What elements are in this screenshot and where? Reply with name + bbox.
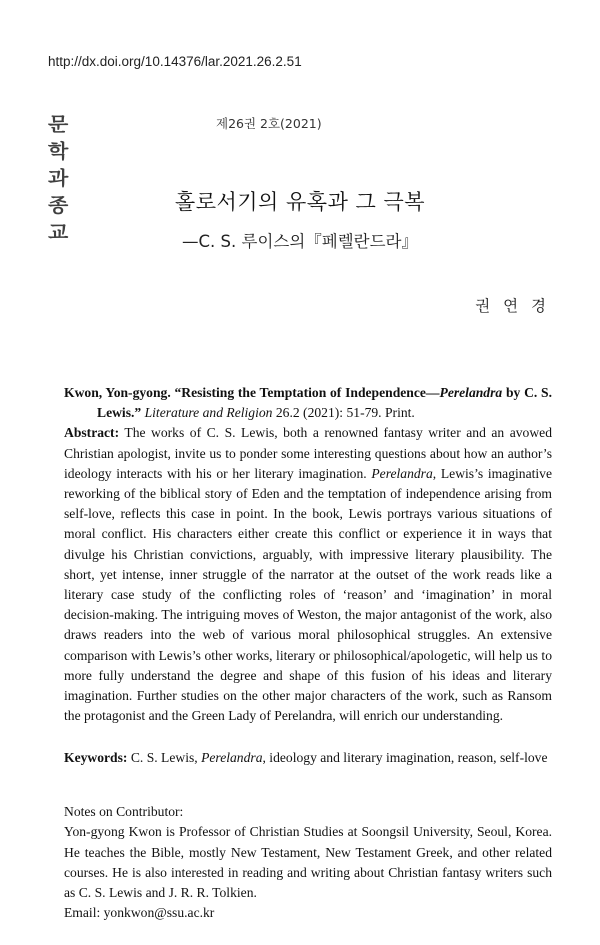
- contributor-notes: [64, 802, 552, 924]
- citation-details: 26.2 (2021): 51-79. Print.: [272, 405, 415, 421]
- author-name: 권 연 경: [475, 297, 550, 315]
- keywords-label: Keywords:: [64, 750, 128, 765]
- abstract-text-1: The works of C. S. Lewis, both a renowned fantasy writer and an avowed Christian apologist, invite us to ponder some interesting questions about how an author’s ideology interacts with his or her literary imagination.: [64, 425, 552, 481]
- article-subtitle: —C. S. 루이스의『페렐란드라』: [182, 232, 418, 251]
- article-title: 홀로서기의 유혹과 그 극복: [174, 190, 426, 214]
- notes-email[interactable]: Email: yonkwon@ssu.ac.kr: [64, 905, 215, 921]
- keywords-text-1: C. S. Lewis,: [127, 750, 202, 765]
- issue-info: 제26권 2호(2021): [216, 116, 322, 131]
- abstract-italic-1: Perelandra: [371, 465, 433, 481]
- citation-authors-title: Kwon, Yon-gyong. “Resisting the Temptation of Independence: [64, 385, 426, 400]
- keywords-text-2: , ideology and literary imagination, reason, self-love: [262, 750, 548, 765]
- citation-journal: Literature and Religion: [144, 405, 273, 421]
- notes-body: Yon-gyong Kwon is Professor of Christian Studies at Soongsil University, Seoul, Korea. He teaches the Bible, mostly New Testament, New Testament Greek, and other related courses. He is also interested in reading and writing about Christian fantasy writers such as C. S. Lewis and J. R. R. Tolkien.: [64, 824, 552, 901]
- citation-work-title: Perelandra: [439, 385, 503, 400]
- abstract-body: [64, 423, 552, 726]
- journal-logo: 문학과 종교: [48, 113, 73, 244]
- citation: [64, 383, 552, 423]
- keywords: [64, 748, 564, 768]
- abstract-section: [64, 383, 552, 726]
- keywords-italic: Perelandra: [201, 750, 263, 765]
- doi-link[interactable]: http://dx.doi.org/10.14376/lar.2021.26.2.51: [48, 54, 302, 69]
- abstract-text-2: , Lewis’s imaginative reworking of the biblical story of Eden and the temptation of independence arising from self-love, reflects this case in point. In the book, Lewis portrays various situations of moral conflict. His characters either create this conflict or experience it in ways that divulge his Christian convictions, arguably, with impressive literary plausibility. The short, yet intense, inner struggle of the narrator at the outset of the work reads like a literary case study of the conflicting roles of ‘reason’ and ‘imagination’ in moral decision-making. The intriguing moves of Weston, the major antagonist of the work, also draws readers into the web of various moral philosophical struggles. An extensive comparison with Lewis’s other works, literary or philosophical/apologetic, will help us to more fully understand the degree and shape of this fusion of his ideas and literary imagination. Further studies on the other major characters of the work, such as Ransom the protagonist and the Green Lady of Perelandra, will enrich our understanding.: [64, 465, 552, 724]
- citation-by: by C. S. Lewis.”: [97, 385, 552, 421]
- citation-dash: —: [425, 385, 440, 400]
- notes-heading: Notes on Contributor:: [64, 804, 184, 819]
- abstract-label: Abstract:: [64, 425, 120, 441]
